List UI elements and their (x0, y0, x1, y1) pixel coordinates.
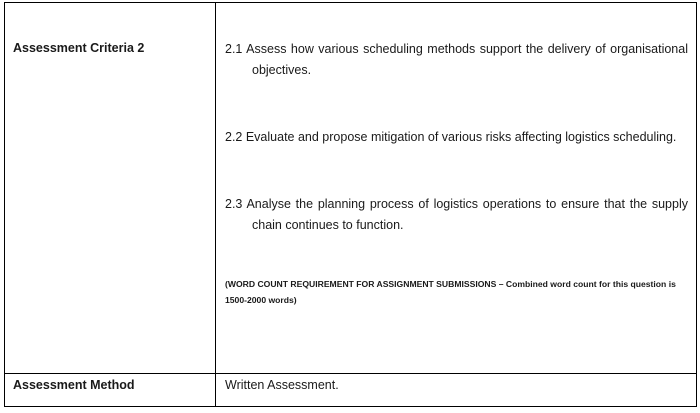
method-value-cell (216, 374, 697, 407)
criterion-2-3: 2.3 Analyse the planning process of logistics operations to ensure that the supply chain continues to function. (225, 197, 688, 232)
method-label: Assessment Method (13, 378, 135, 392)
method-label-cell (5, 374, 216, 407)
criteria-label: Assessment Criteria 2 (13, 41, 145, 55)
criteria-body-cell (216, 3, 697, 374)
method-row (5, 374, 697, 407)
method-value: Written Assessment. (225, 378, 339, 392)
criteria-label-cell (5, 3, 216, 374)
criteria-row (5, 3, 697, 374)
criterion-2-1: 2.1 Assess how various scheduling methods support the delivery of organisational objectives. (225, 42, 688, 77)
criterion-2-2: 2.2 Evaluate and propose mitigation of various risks affecting logistics scheduling. (225, 130, 677, 144)
word-count-note: (WORD COUNT REQUIREMENT FOR ASSIGNMENT SUBMISSIONS – Combined word count for this question is 1500-2000 words) (225, 279, 676, 305)
assessment-table (4, 2, 697, 407)
